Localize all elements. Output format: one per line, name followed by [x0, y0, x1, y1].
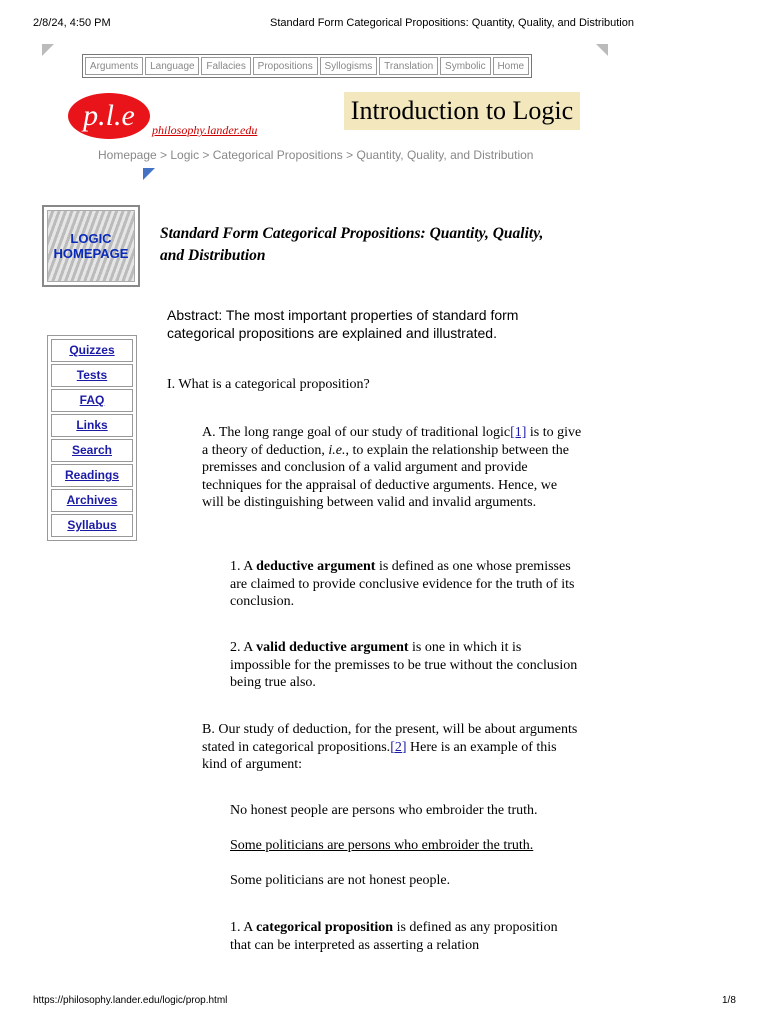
print-url: https://philosophy.lander.edu/logic/prop.html [33, 995, 228, 1006]
side-menu-syllabus[interactable]: Syllabus [51, 514, 133, 537]
nav-translation[interactable]: Translation [379, 57, 438, 75]
nav-arguments[interactable]: Arguments [85, 57, 143, 75]
print-doc-title: Standard Form Categorical Propositions: Quantity, Quality, and Distribution [270, 17, 634, 29]
side-menu-faq[interactable]: FAQ [51, 389, 133, 412]
section-heading-I: I. What is a categorical proposition? [167, 377, 370, 392]
example-premise-1: No honest people are persons who embroider the truth. [230, 803, 538, 818]
abstract: Abstract: The most important properties of standard form categorical propositions are explained and illustrated. [167, 307, 519, 341]
term-categorical-proposition: categorical proposition [256, 920, 394, 935]
side-menu-tests[interactable]: Tests [51, 364, 133, 387]
banner-title: Introduction to Logic [344, 92, 580, 130]
logic-homepage-button[interactable] [42, 205, 140, 287]
breadcrumb[interactable]: Homepage > Logic > Categorical Propositions > Quantity, Quality, and Distribution [98, 148, 534, 162]
footnote-link-1[interactable]: [1] [510, 425, 527, 440]
corner-mark-top-left [42, 44, 54, 56]
top-navbar [82, 54, 532, 78]
corner-mark-top-right [596, 44, 608, 56]
side-menu-quizzes[interactable]: Quizzes [51, 339, 133, 362]
paragraph-B1: 1. A categorical proposition is defined as any proposition that can be interpreted as asserting a relation [230, 920, 558, 953]
nav-syllogisms[interactable]: Syllogisms [320, 57, 378, 75]
corner-mark-breadcrumb [143, 168, 155, 180]
site-link[interactable]: philosophy.lander.edu [152, 123, 258, 137]
logic-homepage-line2: HOMEPAGE [53, 246, 129, 261]
paragraph-B: B. Our study of deduction, for the present, will be about arguments stated in categorical propositions.[2] Here is an example of this kind of argument: [202, 722, 578, 772]
nav-fallacies[interactable]: Fallacies [201, 57, 250, 75]
example-premise-2: Some politicians are persons who embroider the truth. [230, 838, 534, 853]
paragraph-A1: 1. A deductive argument is defined as one whose premisses are claimed to provide conclusive evidence for the truth of its conclusion. [230, 559, 575, 609]
side-menu-search[interactable]: Search [51, 439, 133, 462]
nav-language[interactable]: Language [145, 57, 199, 75]
footnote-link-2[interactable]: [2] [390, 739, 407, 755]
logic-homepage-line1: LOGIC [70, 231, 112, 246]
nav-home[interactable]: Home [493, 57, 530, 75]
logic-homepage-image [47, 210, 135, 282]
side-menu-archives[interactable]: Archives [51, 489, 133, 512]
side-menu-links[interactable]: Links [51, 414, 133, 437]
ple-logo[interactable]: p.l.e [68, 93, 150, 139]
paragraph-A2: 2. A valid deductive argument is one in which it is impossible for the premisses to be true without the conclusion being true also. [230, 640, 578, 690]
nav-symbolic[interactable]: Symbolic [440, 57, 490, 75]
print-page-number: 1/8 [722, 995, 736, 1006]
side-menu-readings[interactable]: Readings [51, 464, 133, 487]
term-valid-deductive-argument: valid deductive argument [256, 640, 409, 655]
nav-propositions[interactable]: Propositions [253, 57, 318, 75]
example-conclusion: Some politicians are not honest people. [230, 873, 451, 888]
side-menu [47, 335, 137, 541]
paragraph-A: A. The long range goal of our study of traditional logic[1] is to give a theory of deduction, i.e., to explain the relationship between the premisses and conclusion of a valid argument and provide techniques for the appraisal of deductive arguments. Hence, we will be distinguishing between valid and invalid arguments. [202, 425, 582, 510]
print-datetime: 2/8/24, 4:50 PM [33, 17, 111, 29]
term-deductive-argument: deductive argument [256, 559, 376, 574]
page-title: Standard Form Categorical Propositions: Quantity, Quality, and Distribution [160, 225, 544, 264]
